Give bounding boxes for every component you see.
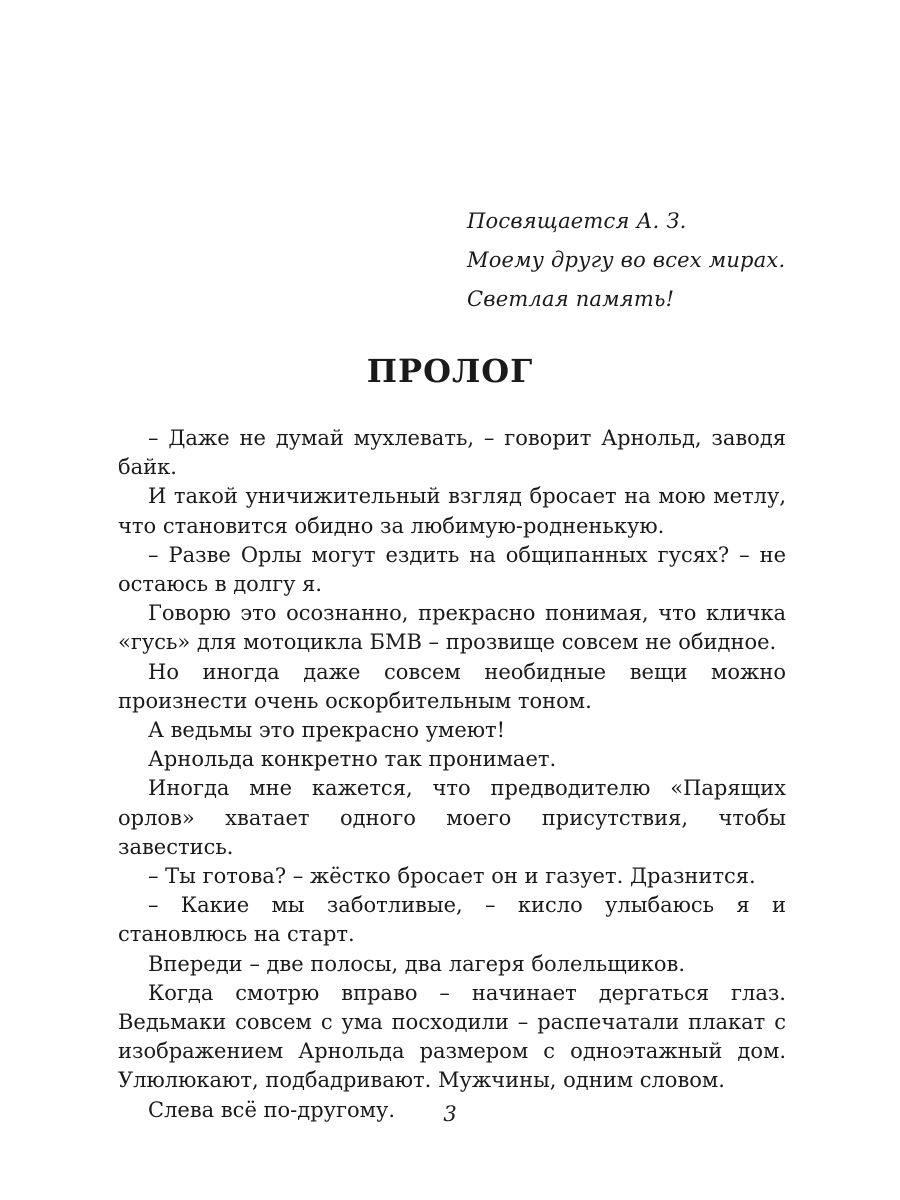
paragraph: Но иногда даже совсем необидные вещи можно произнести очень оскорбительным тоном. — [118, 659, 786, 713]
paragraph: А ведьмы это прекрасно умеют! — [148, 718, 506, 743]
paragraph: Впереди – две полосы, два лагеря болельщиков. — [148, 951, 686, 976]
chapter-body — [118, 424, 786, 1125]
paragraph: Когда смотрю вправо – начинает дергаться глаз. Ведьмаки совсем с ума посходили – распечатали плакат с изображением Арнольда размером с одноэтажный дом. Улюлюкают, подбадривают. Мужчины, одним словом. — [118, 980, 786, 1093]
chapter-title: ПРОЛОГ — [366, 352, 534, 390]
paragraph: – Даже не думай мухлевать, – говорит Арнольд, заводя байк. — [118, 426, 786, 480]
paragraph: – Ты готова? – жёстко бросает он и газует. Дразнится. — [148, 864, 756, 889]
paragraph: – Разве Орлы могут ездить на общипанных гусях? – не остаюсь в долгу я. — [118, 542, 786, 597]
dedication-line: Посвящается А. З. — [467, 209, 687, 233]
paragraph: И такой уничижительный взгляд бросает на мою метлу, что становится обидно за любимую-родненькую. — [118, 484, 786, 538]
paragraph: – Какие мы заботливые, – кисло улыбаюсь я и становлюсь на старт. — [118, 893, 786, 947]
dedication-line: Моему другу во всех мирах. — [467, 248, 786, 272]
paragraph: Иногда мне кажется, что предводителю «Парящих орлов» хватает одного моего присутствия, чтобы завестись. — [118, 776, 786, 859]
page-number: 3 — [443, 1102, 457, 1126]
paragraph: Слева всё по-другому. — [148, 1097, 396, 1122]
dedication — [467, 202, 867, 319]
dedication-line: Светлая память! — [467, 287, 675, 311]
paragraph: Арнольда конкретно так пронимает. — [148, 747, 557, 772]
paragraph: Говорю это осознанно, прекрасно понимая, что кличка «гусь» для мотоцикла БМВ – прозвище совсем не обидное. — [118, 601, 786, 655]
